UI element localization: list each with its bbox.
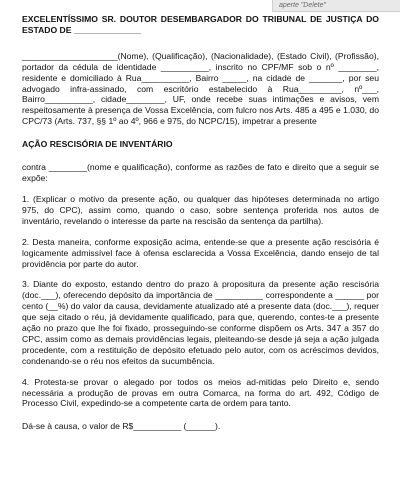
- intro-paragraph[interactable]: contra ________(nome e qualificação), conforme as razões de fato e direito que a seguir se expõe:: [22, 162, 379, 184]
- paragraph-4[interactable]: 4. Protesta-se provar o alegado por todos os meios ad-mitidas pelo Direito e, sendo necessária a produção de provas em outra Comarca, na forma do art. 492, Código de Processo Civil, expedindo-se a competente carta de ordem para tanto.: [22, 376, 379, 409]
- document-heading: EXCELENTÍSSIMO SR. DOUTOR DESEMBARGADOR DO TRIBUNAL DE JUSTIÇA DO ESTADO DE ______________: [22, 14, 379, 36]
- section-title: AÇÃO RESCISÓRIA DE INVENTÁRIO: [22, 139, 173, 150]
- delete-hint-tooltip: aperte "Delete": [272, 0, 400, 12]
- qualification-paragraph[interactable]: ____________________(Nome), (Qualificação), (Nacionalidade), (Estado Civil), (Profissão), portador da cédula de identidade __________, inscrito no CPF/MF sob o nº ________, residente e domiciliado à Rua__________, Bairro _____, na cidade de _______, por seu advogado infra-assinado, com escritório estabelecido à Rua_________, nº___, Bairro__________, cidade________, UF, onde recebe suas intimações e avisos, vem respeitosamente à presença de Vossa Excelência, com fulcro nos Arts. 485 a 495 e 1.030, do CPC/73 (Arts. 737, §§ 1º ao 4º, 966 e 975, do NCPC/15), impetrar a presente: [22, 50, 379, 127]
- paragraph-1[interactable]: 1. (Explicar o motivo da presente ação, ou qualquer das hipóteses determinada no artigo 975, do CPC), assim como, quando o caso, sobre sentença proferida nos autos de inventário, revelando o interesse da parte na rescisão da sentença da partilha).: [22, 193, 379, 226]
- closing-line[interactable]: Dá-se à causa, o valor de R$__________ (______).: [22, 421, 221, 432]
- paragraph-2[interactable]: 2. Desta maneira, conforme exposição acima, entende-se que a presente ação rescisória é logicamente admissível face à ofensa esclarecida a Vossa Excelência, dando ensejo de tal providência por parte do autor.: [22, 236, 379, 269]
- document-page: [22, 14, 379, 432]
- paragraph-3[interactable]: 3. Diante do exposto, estando dentro do prazo à propositura da presente ação rescisória (doc.___), oferecendo depósito da importância de __________ correspondente a ______ por cento (__%) do valor da causa, devidamente atualizado até a presente data (doc.___), requer que seja citado o réu, já devidamente qualificado, para que, querendo, contes-te a presente ação no prazo que lhe foi fixado, prosseguindo-se conforme dispõem os Arts. 347 a 357 do CPC, assim como as demais providências legais, pleiteando-se desde já seja a ação julgada procedente, com a restituição de depósito efetuado pelo autor, com os acréscimos devidos, condenando-se o réu nos efeitos da sucumbência.: [22, 279, 379, 366]
